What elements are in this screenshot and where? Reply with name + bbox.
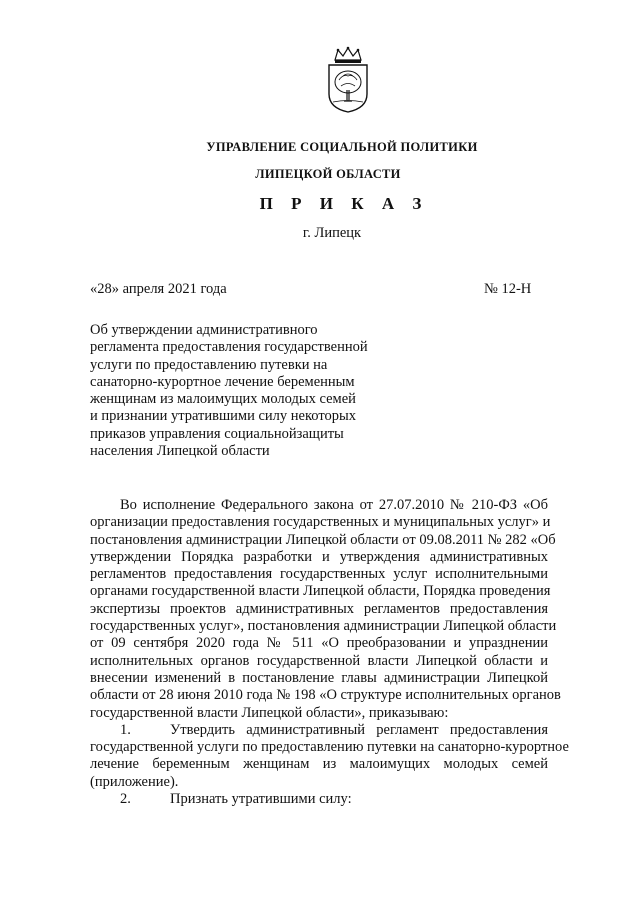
body-line: утверждении Порядка разработки и утверждения административных	[90, 548, 548, 565]
subject-line: и признании утратившими силу некоторых	[90, 408, 356, 425]
document-type-title: П Р И К А З	[259, 194, 429, 213]
document-number: № 12-Н	[484, 281, 532, 297]
body-line: государственной власти Липецкой области», приказываю:	[90, 704, 449, 721]
body-line: регламентов предоставления государственных услуг исполнительными	[90, 566, 548, 583]
body-line: (приложение).	[90, 773, 179, 790]
body-line: внесении изменений в постановление главы администрации Липецкой	[90, 669, 548, 686]
document-body	[90, 497, 569, 808]
body-line: организации предоставления государственных и муниципальных услуг» и	[90, 514, 551, 531]
subject-line: женщинам из малоимущих молодых семей	[90, 391, 356, 408]
coat-of-arms-icon	[323, 46, 373, 114]
item-first-line: Признать утратившими силу:	[170, 791, 352, 808]
body-line: государственной услуги по предоставлению путевки на санаторно-курортное	[90, 739, 569, 756]
body-line: Во исполнение Федерального закона от 27.07.2010 № 210-ФЗ «Об	[120, 497, 548, 513]
item-number: 2.	[120, 791, 131, 808]
subject-line: приказов управления социальнойзащиты	[90, 425, 344, 442]
item-number: 1.	[120, 721, 131, 738]
subject-line: услуги по предоставлению путевки на	[90, 356, 328, 373]
subject-line: Об утверждении административного	[90, 322, 318, 338]
organization-title: УПРАВЛЕНИЕ СОЦИАЛЬНОЙ ПОЛИТИКИ	[206, 140, 478, 154]
order-item-1	[90, 722, 548, 739]
body-line: государственных услуг», постановления администрации Липецкой области	[90, 618, 557, 635]
body-line: органами государственной власти Липецкой области, Порядка проведения	[90, 583, 551, 600]
body-line: от 09 сентября 2020 года № 511 «О преобразовании и упразднении	[90, 635, 548, 652]
document-city: г. Липецк	[302, 225, 362, 241]
subject-line: регламента предоставления государственной	[90, 339, 368, 356]
subject-line: населения Липецкой области	[90, 443, 270, 460]
organization-region: ЛИПЕЦКОЙ ОБЛАСТИ	[255, 167, 401, 181]
body-line: лечение беременным женщинам из малоимущих молодых семей	[90, 756, 548, 773]
body-line: исполнительных органов государственной власти Липецкой области и	[90, 652, 548, 669]
body-line: области от 28 июня 2010 года № 198 «О структуре исполнительных органов	[90, 687, 561, 704]
order-item-2	[90, 791, 548, 808]
subject-line: санаторно-курортное лечение беременным	[90, 373, 355, 390]
body-line: постановления администрации Липецкой области от 09.08.2011 № 282 «Об	[90, 531, 556, 548]
item-first-line: Утвердить административный регламент предоставления	[170, 721, 548, 738]
document-subject	[90, 322, 390, 460]
document-date: «28» апреля 2021 года	[90, 281, 227, 297]
body-line: экспертизы проектов административных регламентов предоставления	[90, 600, 548, 617]
